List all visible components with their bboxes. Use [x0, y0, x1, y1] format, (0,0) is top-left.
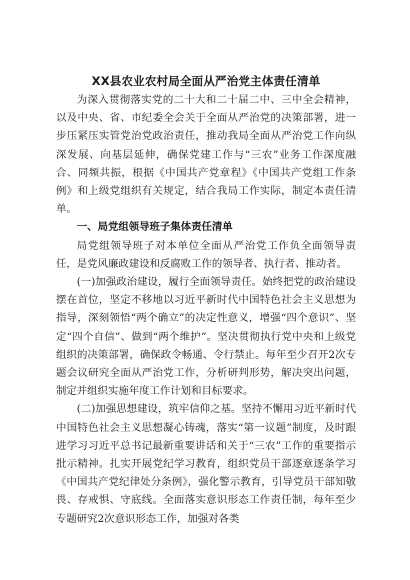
- section-heading: 一、局党组领导班子集体责任清单: [76, 221, 233, 234]
- document-title: XX县农业农村局全面从严治党主体责任清单: [91, 74, 321, 88]
- section-intro-paragraph: 局党组领导班子对本单位全面从严治党工作负全面领导责任，是党风廉政建设和反腐败工作的领导者、执行者、推动者。: [56, 239, 356, 270]
- item-paragraph-1: (一)加强政治建设，履行全面领导责任。始终把党的政治建设摆在首位，坚定不移地以习近平新时代中国特色社会主义思想为指导，深刻领悟“两个确立”的决定性意义，增强“四个意识”、坚定“四个自信”、做到“两个维护”。坚决贯彻执行党中央和上级党组织的决策部署，确保政令畅通、令行禁止。每年至少召开2次专题会议研究全面从严治党工作，分析研判形势，解决突出问题，制定并组织实施年度工作计划和目标要求。: [56, 276, 356, 398]
- item-paragraph-2: (二)加强思想建设，筑牢信仰之基。坚持不懈用习近平新时代中国特色社会主义思想凝心铸魂，落实“第一议题”制度，及时跟进学习习近平总书记最新重要讲话和关于“三农”工作的重要指示批示精神。扎实开展党纪学习教育，组织党员干部逐章逐条学习《中国共产党纪律处分条例》，强化警示教育，引导党员干部知敬畏、存戒惧、守底线。全面落实意识形态工作责任制，每年至少专题研究2次意识形态工作，加强对各类: [56, 403, 356, 525]
- intro-paragraph: 为深入贯彻落实党的二十大和二十届二中、三中全会精神，以及中央、省、市纪委全会关于全面从严治党的决策部署，进一步压紧压实管党治党政治责任，推动我局全面从严治党工作向纵深发展、向基层延伸，确保党建工作与“三农”业务工作深度融合、同频共振，根据《中国共产党章程》《中国共产党组工作条例》和上级党组织有关规定，结合我局工作实际，制定本责任清单。: [56, 94, 356, 216]
- document-page: [56, 72, 356, 528]
